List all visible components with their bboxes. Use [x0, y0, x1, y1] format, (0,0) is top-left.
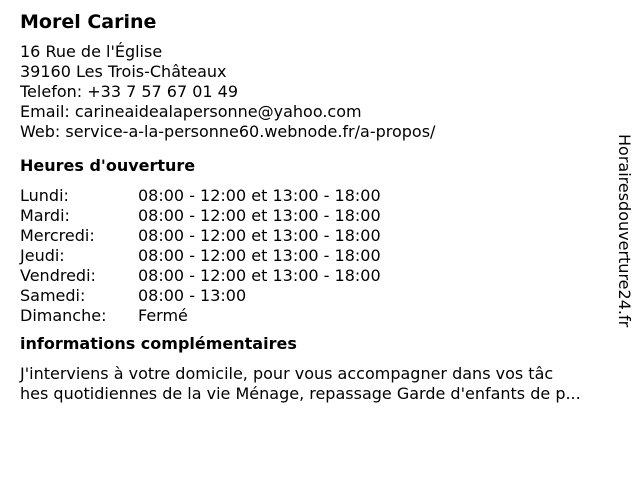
day-label: Vendredi: — [20, 266, 96, 285]
day-label: Samedi: — [20, 286, 86, 305]
brand-watermark — [612, 134, 636, 374]
address-street: 16 Rue de l'Église — [20, 42, 163, 61]
time-value: Fermé — [138, 306, 188, 325]
hours-row-sunday — [20, 306, 620, 326]
business-name: Morel Carine — [20, 11, 157, 33]
day-label: Dimanche: — [20, 306, 107, 325]
time-value: 08:00 - 12:00 et 13:00 - 18:00 — [138, 226, 381, 245]
time-value: 08:00 - 12:00 et 13:00 - 18:00 — [138, 266, 381, 285]
day-label: Mardi: — [20, 206, 70, 225]
time-value: 08:00 - 13:00 — [138, 286, 247, 305]
address-city: 39160 Les Trois-Châteaux — [20, 62, 227, 81]
email-line: Email: carineaidealapersonne@yahoo.com — [20, 102, 362, 121]
day-label: Lundi: — [20, 186, 69, 205]
time-value: 08:00 - 12:00 et 13:00 - 18:00 — [138, 186, 381, 205]
info-text-line-2: hes quotidiennes de la vie Ménage, repassage Garde d'enfants de p... — [20, 384, 581, 403]
hours-row-friday — [20, 266, 620, 286]
info-text-line-1: J'interviens à votre domicile, pour vous accompagner dans vos tâc — [20, 364, 554, 383]
day-label: Jeudi: — [20, 246, 65, 265]
phone-line: Telefon: +33 7 57 67 01 49 — [20, 82, 239, 101]
hours-row-wednesday — [20, 226, 620, 246]
day-label: Mercredi: — [20, 226, 95, 245]
time-value: 08:00 - 12:00 et 13:00 - 18:00 — [138, 206, 381, 225]
brand-text: Horairesdouverture24.fr — [615, 134, 634, 328]
web-line: Web: service-a-la-personne60.webnode.fr/a-propos/ — [20, 122, 436, 141]
hours-row-saturday — [20, 286, 620, 306]
time-value: 08:00 - 12:00 et 13:00 - 18:00 — [138, 246, 381, 265]
opening-hours-title: Heures d'ouverture — [20, 156, 196, 175]
hours-row-thursday — [20, 246, 620, 266]
hours-row-monday — [20, 186, 620, 206]
hours-row-tuesday — [20, 206, 620, 226]
business-card — [20, 10, 620, 404]
additional-info-title: informations complémentaires — [20, 334, 297, 353]
